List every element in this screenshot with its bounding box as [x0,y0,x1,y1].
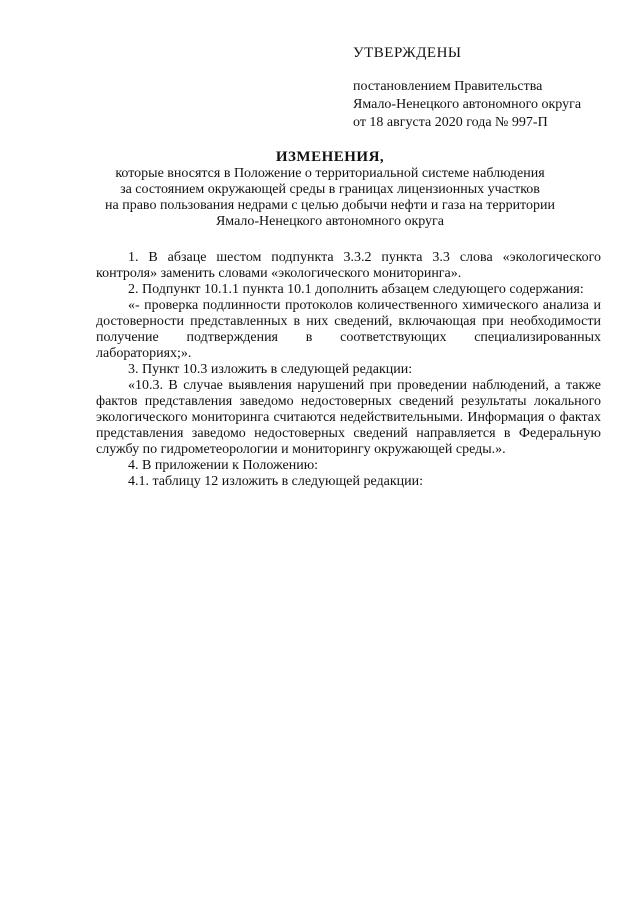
document-heading [80,149,580,230]
heading-line-3: на право пользования недрами с целью добычи нефти и газа на территории [105,198,555,213]
paragraph-item-3-quote: «10.3. В случае выявления нарушений при проведении наблюдений, а также фактов представления заведомо недостоверных сведений результаты локального экологического мониторинга считаются недействительными. Информация о фактах представления заведомо недостоверных сведений направляется в Федеральную службу по гидрометеорологии и мониторингу окружающей среды.». [96,378,601,457]
approval-title: УТВЕРЖДЕНЫ [353,45,462,61]
approval-line-resolution: постановлением Правительства [353,79,543,94]
paragraph-item-4-1: 4.1. таблицу 12 изложить в следующей редакции: [128,474,424,489]
heading-line-1: которые вносятся в Положение о территориальной системе наблюдения [115,166,545,181]
paragraph-item-2-quote: «- проверка подлинности протоколов количественного химического анализа и достоверности представленных в них сведений, включающая при необходимости получение подтверждения в соответствующих специализированных лабораториях;». [96,298,601,361]
paragraph-item-3: 3. Пункт 10.3 изложить в следующей редакции: [128,362,413,377]
paragraph-item-4: 4. В приложении к Положению: [128,458,319,473]
document-title: ИЗМЕНЕНИЯ, [275,149,385,165]
heading-line-4: Ямало-Ненецкого автономного округа [215,214,445,229]
document-body [96,250,601,490]
approval-line-date: от 18 августа 2020 года № 997-П [353,115,548,130]
heading-line-2: за состоянием окружающей среды в границах лицензионных участков [120,182,540,197]
paragraph-item-2: 2. Подпункт 10.1.1 пункта 10.1 дополнить абзацем следующего содержания: [128,282,584,297]
approval-block [353,44,581,132]
paragraph-item-1: 1. В абзаце шестом подпункта 3.3.2 пункта 3.3 слова «экологического контроля» заменить словами «экологического мониторинга». [96,250,601,281]
approval-line-region: Ямало-Ненецкого автономного округа [353,97,582,112]
